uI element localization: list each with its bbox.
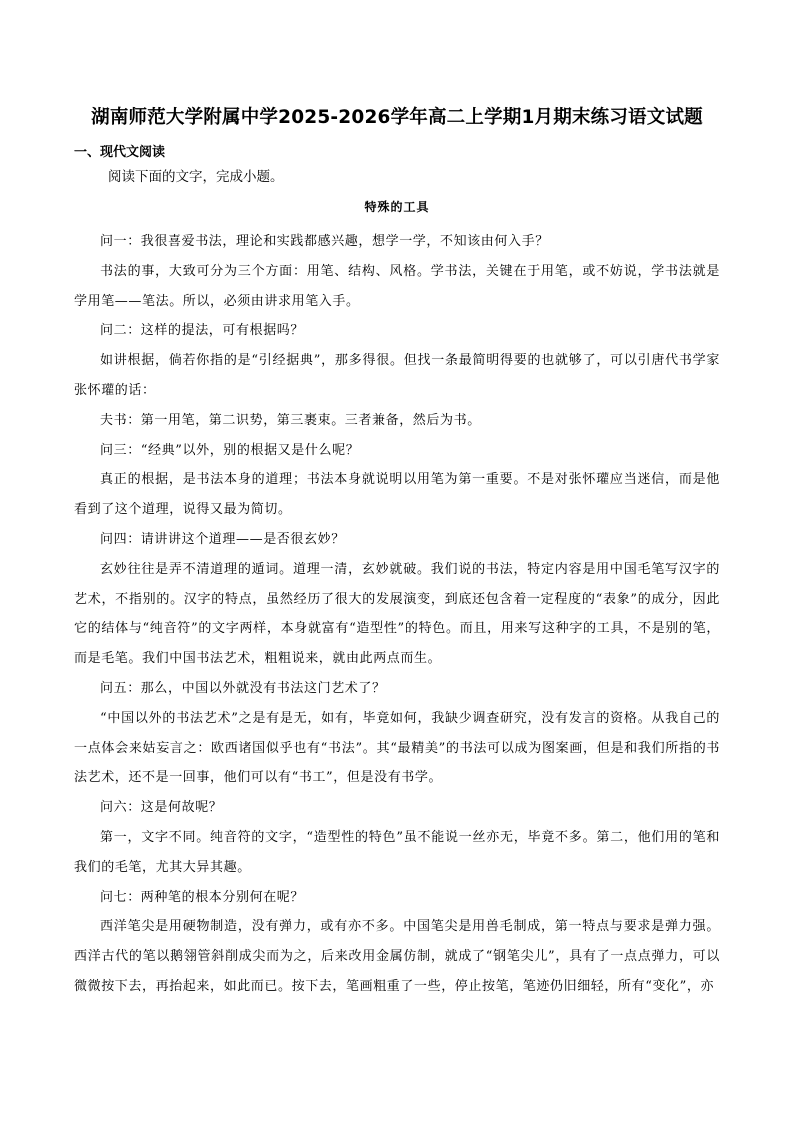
reading-instruction: 阅读下面的文字，完成小题。 xyxy=(108,169,284,185)
section-heading: 一、现代文阅读 xyxy=(74,145,166,160)
paragraph: 第一，文字不同。纯音符的文字，“造型性的特色”虽不能说一丝亦无，毕竟不多。第二，他们用的笔和我们的毛笔，尤其大异其趣。 xyxy=(74,829,720,875)
paragraph: 问三：“经典”以外，别的根据又是什么呢？ xyxy=(100,442,360,458)
paragraph: 问六：这是何故呢？ xyxy=(100,800,223,816)
paragraph: 问一：我很喜爱书法，理论和实践都感兴趣，想学一学，不知该由何入手？ xyxy=(100,234,549,249)
paragraph: 问七：两种笔的根本分别何在呢？ xyxy=(100,889,305,905)
paragraph: 问二：这样的提法，可有根据吗？ xyxy=(100,323,305,339)
paragraph: 真正的根据，是书法本身的道理；书法本身就说明以用笔为第一重要。不是对张怀瓘应当迷信，而是他看到了这个道理，说得又最为简切。 xyxy=(74,472,720,518)
document-title: 湖南师范大学附属中学2025-2026学年高二上学期1月期末练习语文试题 xyxy=(91,107,703,128)
paragraph: 西洋笔尖是用硬物制造，没有弹力，或有亦不多。中国笔尖是用兽毛制成，第一特点与要求是弹力强。西洋古代的笔以鹅翎管斜削成尖而为之，后来改用金属仿制，就成了“钢笔尖儿”，具有了一点点弹力，可以微微按下去，再抬起来，如此而已。按下去，笔画粗重了一些，停止按笔，笔迹仍旧细轻，所有“变化”，亦 xyxy=(74,919,720,994)
article-body xyxy=(74,227,720,1002)
paragraph: 如讲根据，倘若你指的是“引经据典”，那多得很。但找一条最简明得要的也就够了，可以引唐代书学家张怀瓘的话： xyxy=(74,353,720,398)
paragraph: 问五：那么，中国以外就没有书法这门艺术了？ xyxy=(100,680,386,696)
paragraph: 夫书：第一用笔，第二识势，第三裹束。三者兼备，然后为书。 xyxy=(100,412,481,428)
paragraph: “中国以外的书法艺术”之是有是无，如有，毕竟如何，我缺少调查研究，没有发言的资格。从我自己的一点体会来姑妄言之：欧西诸国似乎也有“书法”。其“最精美”的书法可以成为图案画，但是和我们所指的书法艺术，还不是一回事，他们可以有“书工”，但是没有书学。 xyxy=(74,710,720,786)
article-title: 特殊的工具 xyxy=(364,200,430,214)
paragraph: 玄妙往往是弄不清道理的遁词。道理一清，玄妙就破。我们说的书法，特定内容是用中国毛笔写汉字的艺术，不指别的。汉字的特点，虽然经历了很大的发展演变，到底还包含着一定程度的“表象”的成分，因此它的结体与“纯音符”的文字两样，本身就富有“造型性”的特色。而且，用来写这种字的工具，不是别的笔，而是毛笔。我们中国书法艺术，粗粗说来，就由此两点而生。 xyxy=(74,561,720,667)
paragraph: 书法的事，大致可分为三个方面：用笔、结构、风格。学书法，关键在于用笔，或不妨说，学书法就是学用笔——笔法。所以，必须由讲求用笔入手。 xyxy=(74,263,720,309)
paragraph: 问四：请讲讲这个道理——是否很玄妙？ xyxy=(100,531,345,547)
